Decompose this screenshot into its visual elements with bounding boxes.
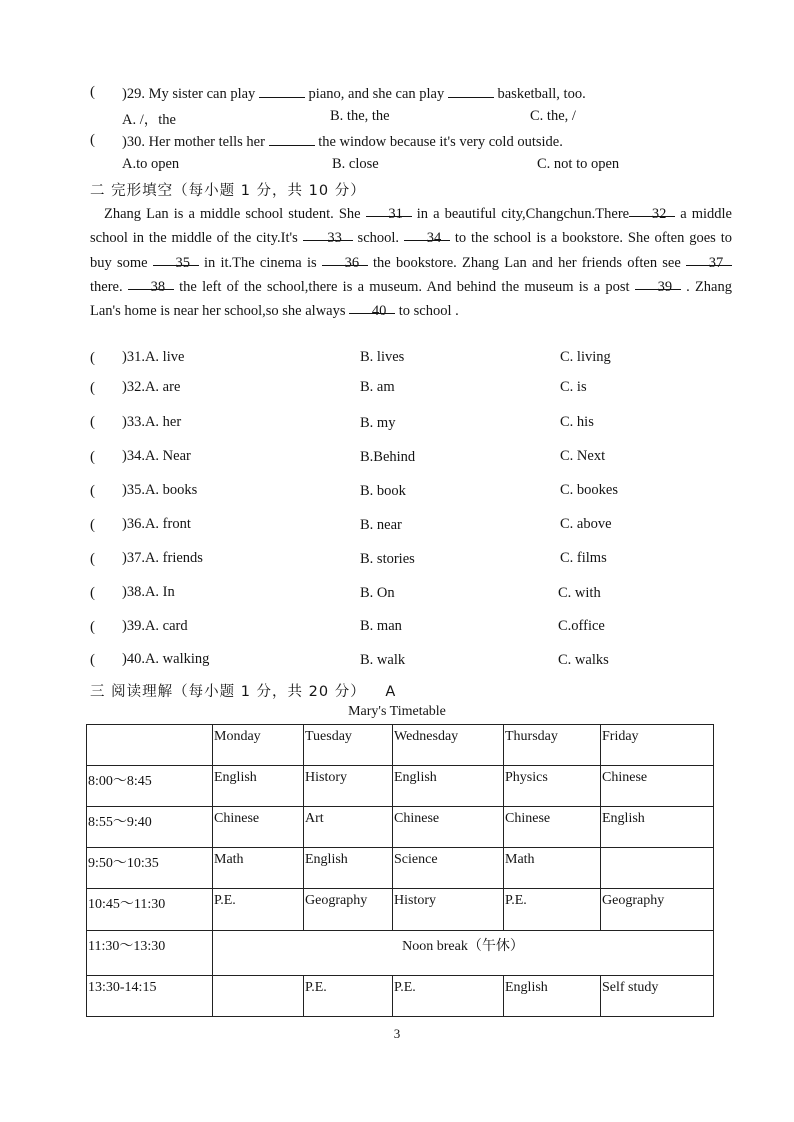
- option-a: )40.A. walking: [122, 651, 210, 667]
- answer-paren: (: [90, 350, 95, 366]
- subject-cell: Chinese: [504, 807, 601, 848]
- cloze-passage: [90, 202, 732, 323]
- subject-cell: History: [393, 889, 504, 931]
- blank-34: 34: [404, 226, 450, 241]
- day-header: Friday: [601, 725, 714, 766]
- option-b: B. walk: [360, 652, 406, 668]
- passage-text: in a beautiful city,Changchun.There: [411, 206, 630, 222]
- option-a: )35.A. books: [122, 482, 198, 498]
- option-c: C. above: [560, 516, 612, 532]
- option-a: )33.A. her: [122, 414, 182, 430]
- subject-cell: English: [504, 976, 601, 1017]
- subject-cell: Geography: [304, 889, 393, 931]
- q29-stem: )29. My sister can play: [122, 86, 256, 102]
- blank-32: 32: [629, 202, 675, 217]
- subject-cell: Math: [213, 848, 304, 889]
- q30-blank: [269, 131, 315, 146]
- table-row: [87, 931, 714, 976]
- passage-text: Zhang Lan is a middle school student. She: [104, 206, 366, 222]
- q29-option-c: C. the, /: [530, 108, 576, 124]
- q30-option-b: B. close: [332, 156, 379, 172]
- time-cell: 10:45～11:30: [87, 889, 213, 931]
- option-a: )34.A. Near: [122, 448, 191, 464]
- option-c: C. is: [560, 379, 587, 395]
- q30-option-c: C. not to open: [537, 156, 620, 172]
- q29-blank-2: [448, 83, 494, 98]
- option-c: C. bookes: [560, 482, 618, 498]
- subject-cell: Science: [393, 848, 504, 889]
- answer-paren: (: [90, 551, 95, 567]
- table-row: [87, 889, 714, 931]
- subject-cell: Geography: [601, 889, 714, 931]
- q30-stem-end: the window because it's very cold outside.: [318, 134, 563, 150]
- option-b: B. On: [360, 585, 395, 601]
- subject-cell: English: [304, 848, 393, 889]
- answer-paren: (: [90, 414, 95, 430]
- passage-text: the left of the school,there is a museum. And behind the museum is a post: [173, 278, 635, 295]
- subject-cell: P.E.: [213, 889, 304, 931]
- subject-cell: Art: [304, 807, 393, 848]
- q29-blank-1: [259, 83, 305, 98]
- question-29: [122, 83, 586, 103]
- option-b: B. am: [360, 379, 395, 395]
- q29-stem-mid: piano, and she can play: [308, 86, 445, 102]
- blank-35: 35: [153, 251, 199, 266]
- option-b: B. lives: [360, 349, 405, 365]
- day-header: Monday: [213, 725, 304, 766]
- corner-cell: [87, 725, 213, 766]
- subject-cell: History: [304, 766, 393, 807]
- time-cell: 13:30-14:15: [87, 976, 213, 1017]
- answer-paren: (: [90, 84, 95, 100]
- answer-paren: (: [90, 132, 95, 148]
- subject-cell: [213, 976, 304, 1017]
- option-a: )39.A. card: [122, 618, 188, 634]
- table-row: [87, 807, 714, 848]
- option-c: C. with: [558, 585, 601, 601]
- table-row: [87, 766, 714, 807]
- subject-cell: Self study: [601, 976, 714, 1017]
- passage-text: to school .: [395, 303, 459, 320]
- table-header-row: [87, 725, 714, 766]
- blank-36: 36: [322, 251, 368, 266]
- timetable: [86, 724, 714, 1017]
- timetable-caption: Mary's Timetable: [348, 704, 446, 719]
- option-a: )37.A. friends: [122, 550, 203, 566]
- q30-stem: )30. Her mother tells her: [122, 134, 265, 150]
- blank-37: 37: [686, 251, 732, 266]
- passage-text: school.: [352, 230, 404, 247]
- section-3-part: A: [385, 684, 397, 700]
- option-a: )38.A. In: [122, 584, 175, 600]
- answer-paren: (: [90, 652, 95, 668]
- question-30: [122, 131, 563, 151]
- option-c: C. living: [560, 349, 611, 365]
- section-3-title: 三 阅读理解（每小题 1 分，共 20 分）: [90, 684, 366, 700]
- passage-text: to the school is a bookstore. She often goes to buy some: [90, 230, 732, 271]
- blank-33: 33: [303, 226, 353, 241]
- time-cell: 11:30～13:30: [87, 931, 213, 976]
- blank-38: 38: [128, 275, 174, 290]
- option-c: C.office: [558, 618, 605, 634]
- subject-cell: Chinese: [393, 807, 504, 848]
- option-a: )31.A. live: [122, 349, 185, 365]
- subject-cell: Physics: [504, 766, 601, 807]
- noon-break-cell: Noon break（午休）: [213, 931, 714, 976]
- passage-text: . Zhang Lan's home is near her school,so she always: [90, 278, 732, 320]
- option-b: B. near: [360, 517, 402, 533]
- option-c: C. walks: [558, 652, 609, 668]
- answer-paren: (: [90, 449, 95, 465]
- q29-option-b: B. the, the: [330, 108, 390, 124]
- answer-paren: (: [90, 380, 95, 396]
- subject-cell: [601, 848, 714, 889]
- subject-cell: English: [213, 766, 304, 807]
- passage-text: there.: [90, 278, 128, 295]
- section-3-heading: [90, 680, 396, 701]
- option-b: B. book: [360, 483, 406, 499]
- answer-paren: (: [90, 483, 95, 499]
- answer-paren: (: [90, 619, 95, 635]
- page-number: 3: [393, 1026, 401, 1041]
- subject-cell: P.E.: [304, 976, 393, 1017]
- passage-text: a middle school in the middle of the city.It's: [90, 206, 732, 247]
- subject-cell: P.E.: [504, 889, 601, 931]
- subject-cell: English: [393, 766, 504, 807]
- blank-39: 39: [635, 275, 681, 290]
- option-a: )36.A. front: [122, 516, 191, 532]
- option-c: C. his: [560, 414, 594, 430]
- answer-paren: (: [90, 585, 95, 601]
- q30-option-a: A.to open: [122, 156, 180, 172]
- option-b: B. stories: [360, 551, 415, 567]
- blank-31: 31: [366, 202, 412, 217]
- answer-paren: (: [90, 517, 95, 533]
- time-cell: 8:55～9:40: [87, 807, 213, 848]
- q29-option-a: A. /，the: [122, 112, 176, 128]
- day-header: Thursday: [504, 725, 601, 766]
- subject-cell: Math: [504, 848, 601, 889]
- subject-cell: Chinese: [601, 766, 714, 807]
- time-cell: 9:50～10:35: [87, 848, 213, 889]
- option-b: B.Behind: [360, 449, 416, 465]
- day-header: Tuesday: [304, 725, 393, 766]
- table-row: [87, 848, 714, 889]
- option-a: )32.A. are: [122, 379, 181, 395]
- blank-40: 40: [349, 299, 395, 314]
- option-b: B. man: [360, 618, 402, 634]
- option-b: B. my: [360, 415, 396, 431]
- time-cell: 8:00～8:45: [87, 766, 213, 807]
- section-2-heading: 二 完形填空（每小题 1 分，共 10 分）: [90, 183, 366, 199]
- passage-text: the bookstore. Zhang Lan and her friends often see: [367, 254, 686, 271]
- day-header: Wednesday: [393, 725, 504, 766]
- option-c: C. films: [560, 550, 607, 566]
- subject-cell: English: [601, 807, 714, 848]
- passage-text: in it.The cinema is: [198, 254, 322, 271]
- subject-cell: Chinese: [213, 807, 304, 848]
- subject-cell: P.E.: [393, 976, 504, 1017]
- option-c: C. Next: [560, 448, 606, 464]
- q29-stem-end: basketball, too.: [497, 86, 586, 102]
- table-row: [87, 976, 714, 1017]
